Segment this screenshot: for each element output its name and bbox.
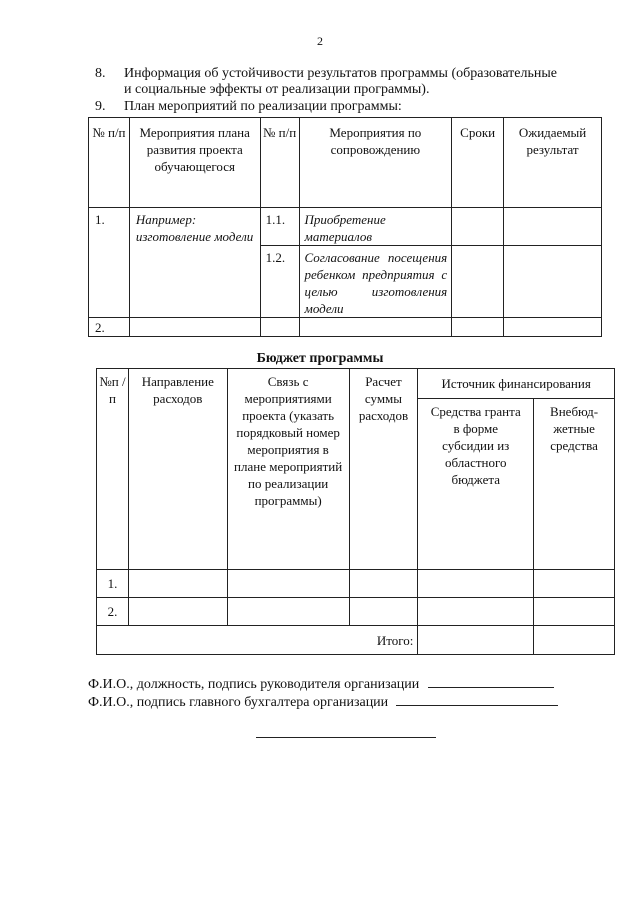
calc-cell (349, 598, 418, 626)
signature-label: Ф.И.О., подпись главного бухгалтера организации (88, 695, 389, 710)
sub-number (260, 318, 299, 337)
header-num: №п /п (97, 369, 129, 570)
header-calc: Расчет суммы расходов (349, 369, 418, 570)
page-number: 2 (317, 34, 323, 48)
result-cell (504, 318, 602, 337)
grant-cell (418, 598, 534, 626)
nonbudget-total-cell (534, 626, 615, 655)
plan-table (88, 117, 602, 337)
grant-cell (418, 570, 534, 598)
deadline-cell (452, 246, 504, 318)
header-events-plan: Мероприятия плана развития проекта обучающегося (129, 118, 260, 208)
end-divider (256, 737, 436, 738)
calc-cell (349, 570, 418, 598)
row-number: 1. (89, 208, 130, 318)
header-grant: Средства гранта в форме субсидии из областного бюджета (418, 399, 534, 570)
header-subnum: № п/п (260, 118, 299, 208)
signature-line-accountant (88, 693, 588, 711)
header-deadline: Сроки (452, 118, 504, 208)
item-number: 9. (95, 99, 106, 114)
row-number: 2. (97, 598, 129, 626)
event-cell: Например: изготовление модели (129, 208, 260, 318)
budget-title: Бюджет программы (256, 351, 384, 366)
table-header-row (97, 369, 615, 399)
signature-blank (428, 675, 554, 688)
header-source: Источник финансирования (418, 369, 615, 399)
signature-label: Ф.И.О., должность, подпись руководителя организации (88, 677, 420, 692)
deadline-cell (452, 208, 504, 246)
direction-cell (128, 598, 227, 626)
header-direction: Направление расходов (128, 369, 227, 570)
event-cell (129, 318, 260, 337)
nonbudget-cell (534, 570, 615, 598)
signature-line-director (88, 675, 588, 693)
list-item-8 (95, 66, 615, 100)
sub-number: 1.1. (260, 208, 299, 246)
result-cell (504, 246, 602, 318)
total-label: Итого: (97, 626, 418, 655)
sub-number: 1.2. (260, 246, 299, 318)
header-events-support: Мероприятия по сопровождению (299, 118, 452, 208)
table-header-row (89, 118, 602, 208)
signature-blank (396, 693, 558, 706)
budget-table (96, 368, 615, 655)
direction-cell (128, 570, 227, 598)
total-row (97, 626, 615, 655)
header-num: № п/п (89, 118, 130, 208)
header-link: Связь с мероприятиями проекта (указать порядковый номер мероприятия в плане мероприятий по реализации программы) (227, 369, 349, 570)
item-text-line: и социальные эффекты от реализации программы). (124, 82, 430, 97)
link-cell (227, 570, 349, 598)
row-number: 2. (89, 318, 130, 337)
header-result: Ожидаемый результат (504, 118, 602, 208)
table-row (97, 570, 615, 598)
item-text-line: Информация об устойчивости результатов программы (образовательные (124, 66, 557, 81)
link-cell (227, 598, 349, 626)
row-number: 1. (97, 570, 129, 598)
nonbudget-cell (534, 598, 615, 626)
table-row (89, 208, 602, 246)
list-item-9 (95, 99, 615, 116)
item-number: 8. (95, 66, 106, 81)
sub-event-cell: Приобретение материалов (299, 208, 452, 246)
item-text-line: План мероприятий по реализации программы: (124, 99, 402, 114)
table-row (97, 598, 615, 626)
table-row (89, 318, 602, 337)
deadline-cell (452, 318, 504, 337)
sub-event-cell (299, 318, 452, 337)
header-nonbudget: Внебюд- жетные средства (534, 399, 615, 570)
grant-total-cell (418, 626, 534, 655)
sub-event-cell: Согласование посещения ребенком предприятия с целью изготовления модели (299, 246, 452, 318)
result-cell (504, 208, 602, 246)
